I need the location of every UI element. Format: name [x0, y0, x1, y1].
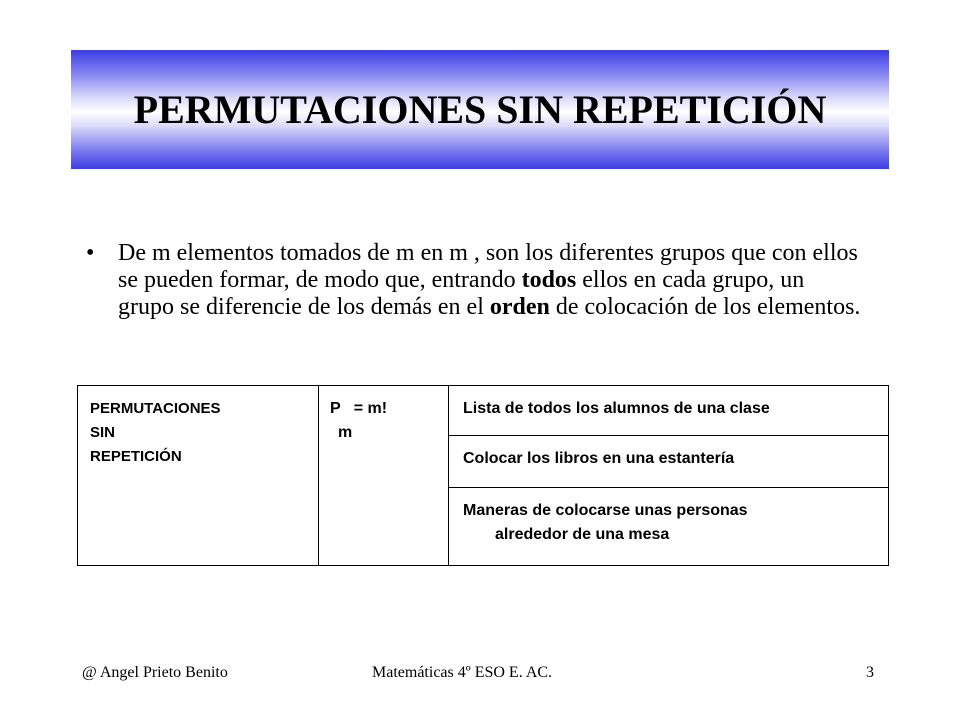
bullet-icon: • [86, 240, 95, 266]
formula-cell [319, 386, 449, 566]
definition-part: De m elementos tomados de m en m , son los diferentes grupos que con ellos se pueden formar, de modo que, entrando [118, 240, 858, 293]
formula-subscript: m [338, 424, 353, 441]
title-banner [71, 50, 889, 169]
example-line: Maneras de colocarse unas personas [463, 502, 748, 519]
definition-emphasis-orden: orden [489, 294, 550, 320]
formula-text: P = m! [330, 400, 388, 417]
footer-author: @ Angel Prieto Benito [82, 664, 228, 681]
permutations-table [77, 385, 889, 566]
example-cell: Colocar los libros en una estantería [449, 436, 889, 488]
concept-name-cell [78, 386, 319, 566]
slide-title: PERMUTACIONES SIN REPETICIÓN [133, 87, 827, 132]
definition-part: de colocación de los elementos. [549, 294, 861, 320]
example-line: alrededor de una mesa [495, 526, 670, 543]
example-cell [449, 488, 889, 566]
concept-name-line: PERMUTACIONES [90, 400, 221, 417]
example-cell: Lista de todos los alumnos de una clase [449, 386, 889, 436]
concept-name-line: SIN [90, 424, 116, 441]
table-row [78, 386, 889, 436]
concept-name-line: REPETICIÓN [90, 448, 182, 465]
definition-emphasis-todos: todos [521, 267, 577, 293]
definition-part: ellos en cada grupo, un grupo se diferencie de los demás en el [118, 267, 805, 320]
footer-page-number: 3 [866, 664, 874, 681]
definition-paragraph [86, 240, 866, 321]
footer-course: Matemáticas 4º ESO E. AC. [372, 664, 553, 681]
definition-text [118, 240, 866, 321]
